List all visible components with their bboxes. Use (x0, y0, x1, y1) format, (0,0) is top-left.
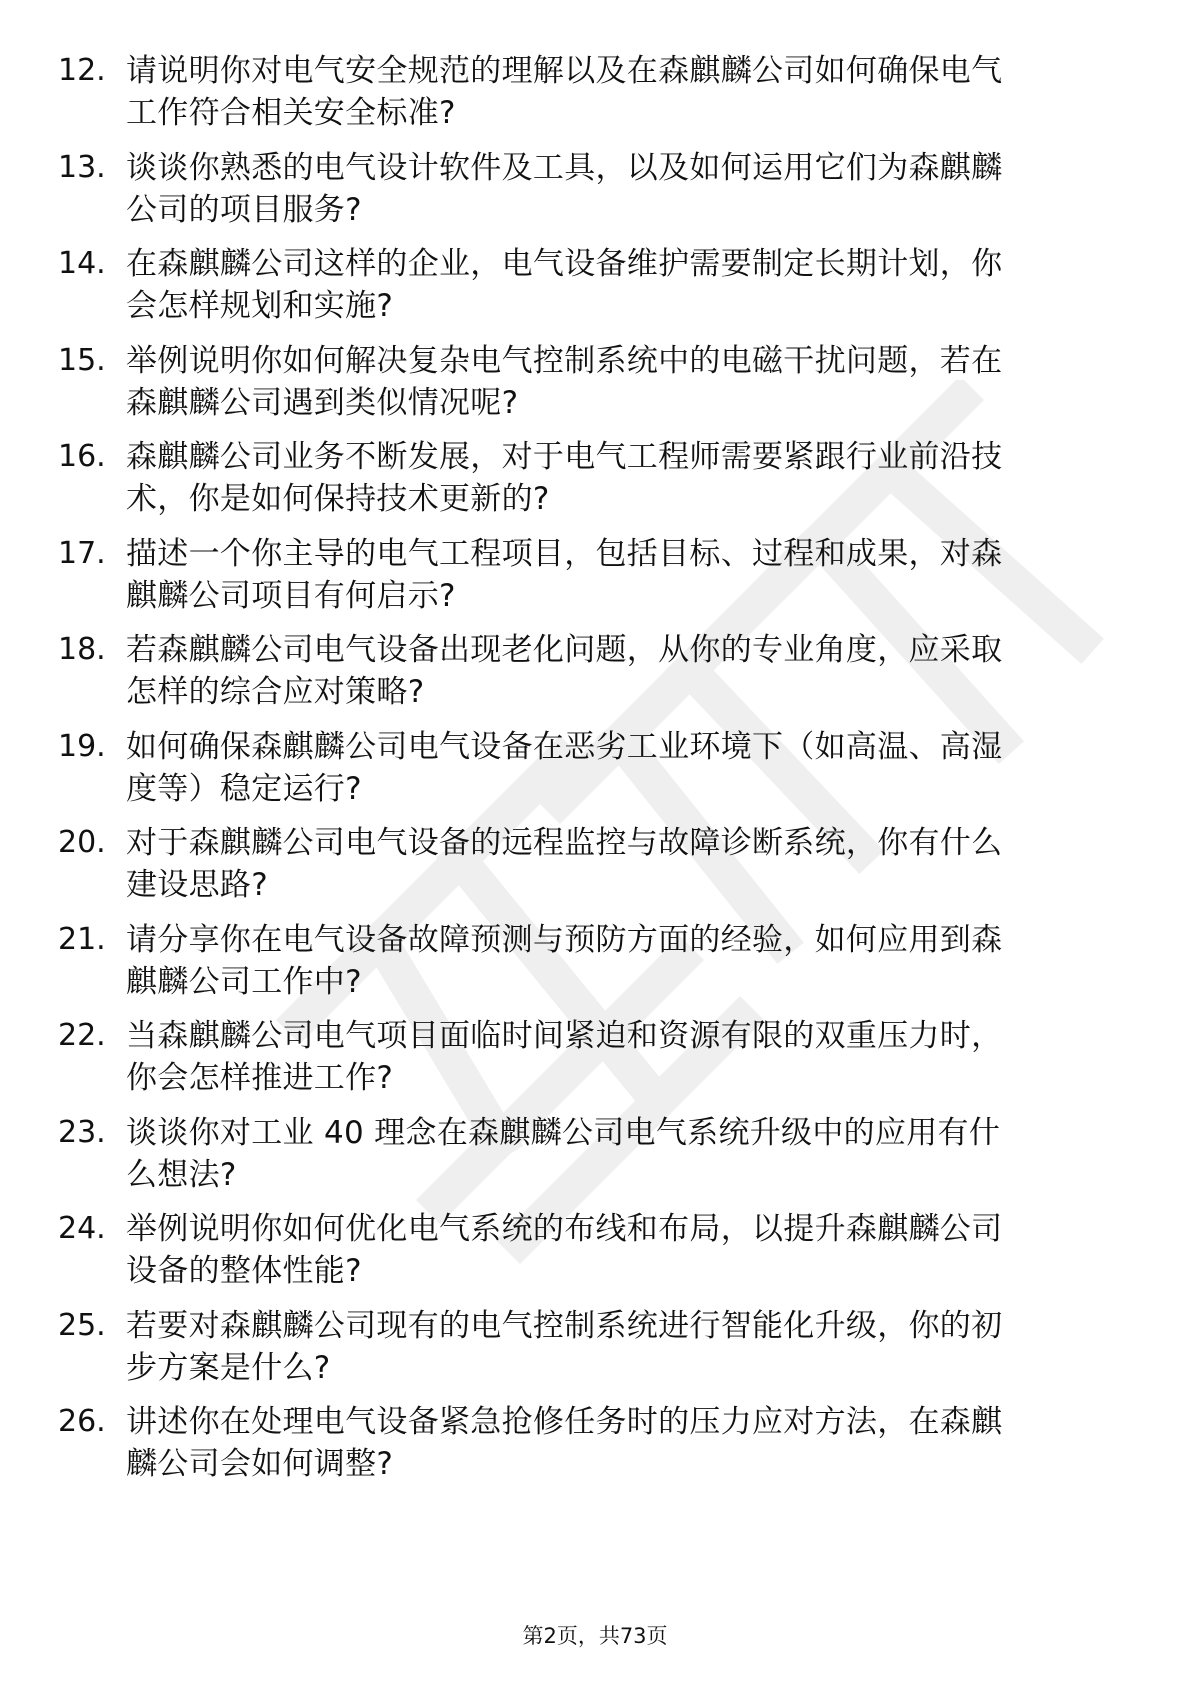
question-text-line: 麒麟公司项目有何启示? (126, 577, 456, 614)
question-text (126, 50, 1126, 134)
question-text-line: 若森麒麟公司电气设备出现老化问题，从你的专业角度，应采取 (126, 632, 1003, 668)
question-text-line: 请说明你对电气安全规范的理解以及在森麒麟公司如何确保电气 (126, 53, 1003, 89)
question-text-line: 步方案是什么? (126, 1349, 331, 1386)
question-text (126, 822, 1126, 906)
question-text-line: 森麒麟公司业务不断发展，对于电气工程师需要紧跟行业前沿技 (126, 439, 1003, 475)
question-number: 20. (58, 825, 106, 860)
question-number: 24. (58, 1211, 106, 1246)
question-text-line: 请分享你在电气设备故障预测与预防方面的经验，如何应用到森 (126, 921, 1003, 958)
question-text-line: 对于森麒麟公司电气设备的远程监控与故障诊断系统，你有什么 (126, 825, 1003, 861)
question-text (126, 919, 1126, 1003)
question-text (126, 1401, 1126, 1485)
question-text-line: 设备的整体性能? (126, 1253, 362, 1289)
question-text-line: 若要对森麒麟公司现有的电气控制系统进行智能化升级，你的初 (126, 1307, 1003, 1344)
question-text-line: 公司的项目服务? (126, 191, 362, 228)
question-text-line: 举例说明你如何优化电气系统的布线和布局，以提升森麒麟公司 (126, 1211, 1003, 1247)
question-text-line: 谈谈你熟悉的电气设计软件及工具，以及如何运用它们为森麒麟 (126, 149, 1003, 186)
question-text-line: 如何确保森麒麟公司电气设备在恶劣工业环境下（如高温、高湿 (126, 728, 1003, 765)
question-number: 13. (58, 149, 106, 185)
question-text-line: 建设思路? (126, 867, 268, 903)
question-text-line: 怎样的综合应对策略? (126, 674, 425, 710)
question-number: 12. (58, 53, 106, 88)
question-text (126, 726, 1126, 810)
question-text (126, 1305, 1126, 1389)
question-number: 21. (58, 921, 106, 957)
question-text (126, 243, 1126, 327)
question-number: 22. (58, 1018, 106, 1053)
question-number: 17. (58, 535, 106, 571)
question-number: 25. (58, 1307, 106, 1343)
question-text-line: 谈谈你对工业 40 理念在森麒麟公司电气系统升级中的应用有什 (126, 1114, 1001, 1151)
page-footer: 第2页，共73页 (522, 1624, 668, 1648)
question-text (126, 533, 1126, 617)
question-text-line: 你会怎样推进工作? (126, 1060, 394, 1096)
question-text-line: 术，你是如何保持技术更新的? (126, 481, 550, 517)
question-text-line: 当森麒麟公司电气项目面临时间紧迫和资源有限的双重压力时， (126, 1018, 1003, 1054)
question-text-line: 描述一个你主导的电气工程项目，包括目标、过程和成果，对森 (126, 535, 1003, 572)
question-text (126, 1015, 1126, 1099)
question-number: 15. (58, 342, 106, 378)
question-number: 18. (58, 632, 106, 667)
question-text-line: 麟公司会如何调整? (126, 1446, 394, 1482)
question-text-line: 么想法? (126, 1156, 237, 1193)
question-text (126, 1208, 1126, 1292)
question-number: 26. (58, 1404, 106, 1439)
question-text-line: 会怎样规划和实施? (126, 288, 394, 324)
question-number: 23. (58, 1114, 106, 1150)
question-text-line: 讲述你在处理电气设备紧急抢修任务时的压力应对方法，在森麒 (126, 1404, 1003, 1440)
question-number: 19. (58, 728, 106, 764)
question-text-line: 麒麟公司工作中? (126, 963, 362, 1000)
question-number: 14. (58, 246, 106, 281)
question-text (126, 436, 1126, 520)
question-text-line: 在森麒麟公司这样的企业，电气设备维护需要制定长期计划，你 (126, 246, 1003, 282)
question-text (126, 147, 1126, 231)
question-text-line: 举例说明你如何解决复杂电气控制系统中的电磁干扰问题，若在 (126, 342, 1003, 379)
question-text (126, 629, 1126, 713)
question-text-line: 度等）稳定运行? (126, 770, 362, 807)
question-text-line: 工作符合相关安全标准? (126, 95, 456, 131)
question-number: 16. (58, 439, 106, 474)
question-text (126, 1112, 1126, 1196)
question-text (126, 340, 1126, 424)
question-text-line: 森麒麟公司遇到类似情况呢? (126, 384, 519, 421)
